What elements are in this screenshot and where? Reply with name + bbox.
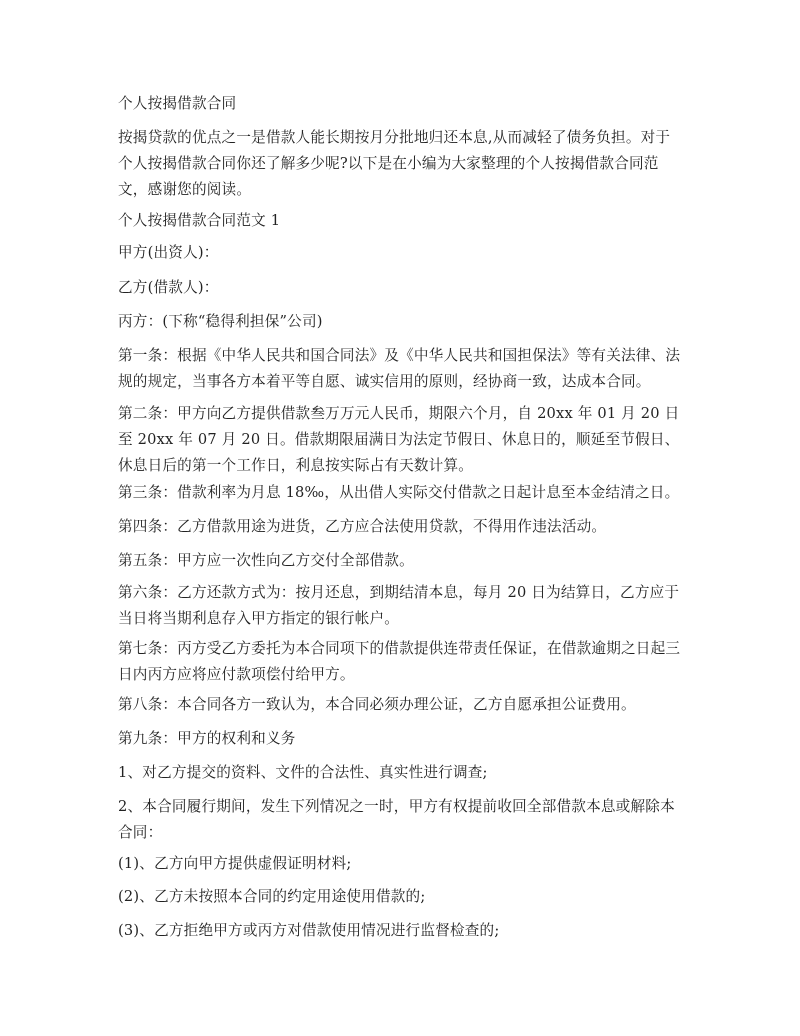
clause-1: 第一条：根据《中华人民共和国合同法》及《中华人民共和国担保法》等有关法律、法规的规定，当事各方本着平等自愿、诚实信用的原则，经协商一致，达成本合同。 bbox=[118, 347, 681, 390]
clause-5: 第五条：甲方应一次性向乙方交付全部借款。 bbox=[118, 552, 414, 569]
party-b-line: 乙方(借款人)： bbox=[118, 279, 219, 296]
clause-7: 第七条：丙方受乙方委托为本合同项下的借款提供连带责任保证，在借款逾期之日起三日内丙方应将应付款项偿付给甲方。 bbox=[118, 640, 681, 683]
clause-8: 第八条：本合同各方一致认为，本合同必须办理公证，乙方自愿承担公证费用。 bbox=[118, 696, 636, 713]
clause-3: 第三条：借款利率为月息 18‰，从出借人实际交付借款之日起计息至本金结清之日。 bbox=[118, 484, 680, 501]
item-2-sub-1: (1)、乙方向甲方提供虚假证明材料; bbox=[118, 855, 352, 872]
document-title: 个人按揭借款合同 bbox=[118, 95, 237, 112]
party-c-line: 丙方：(下称“稳得利担保”公司) bbox=[118, 313, 323, 330]
intro-paragraph: 按揭贷款的优点之一是借款人能长期按月分批地归还本息,从而减轻了债务负担。对于个人按揭借款合同你还了解多少呢?以下是在小编为大家整理的个人按揭借款合同范文，感谢您的阅读。 bbox=[118, 129, 671, 198]
clause-9: 第九条：甲方的权利和义务 bbox=[118, 730, 296, 747]
item-2: 2、本合同履行期间，发生下列情况之一时，甲方有权提前收回全部借款本息或解除本合同： bbox=[118, 798, 675, 841]
section-title: 个人按揭借款合同范文 1 bbox=[118, 212, 281, 229]
party-a-line: 甲方(出资人)： bbox=[118, 244, 219, 261]
item-1: 1、对乙方提交的资料、文件的合法性、真实性进行调查; bbox=[118, 764, 488, 781]
item-2-sub-3: (3)、乙方拒绝甲方或丙方对借款使用情况进行监督检查的; bbox=[118, 922, 500, 939]
clause-4: 第四条：乙方借款用途为进货，乙方应合法使用贷款，不得用作违法活动。 bbox=[118, 518, 607, 535]
item-2-sub-2: (2)、乙方未按照本合同的约定用途使用借款的; bbox=[118, 888, 426, 905]
clause-6: 第六条：乙方还款方式为：按月还息，到期结清本息，每月 20 日为结算日，乙方应于当日将当期利息存入甲方指定的银行帐户。 bbox=[118, 584, 680, 627]
clause-2: 第二条：甲方向乙方提供借款叁万万元人民币，期限六个月，自 20xx 年 01 月 20 日至 20xx 年 07 月 20 日。借款期限届满日为法定节假日、休息日的，顺延至节假日、休息日后的第一个工作日，利息按实际占有天数计算。 bbox=[118, 405, 680, 474]
